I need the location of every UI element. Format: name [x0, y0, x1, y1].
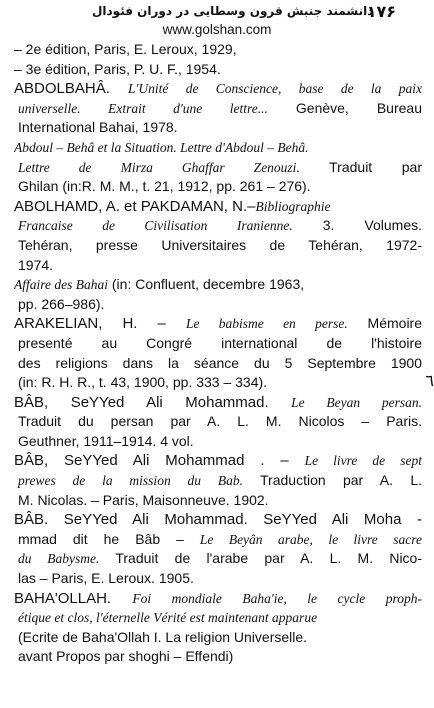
entry-author: ABOLHAMD, A. et PAKDAMAN, N.– [14, 197, 256, 215]
bibliography-line [14, 197, 422, 217]
italic-title-text: Le Beyan persan. [291, 394, 422, 410]
italic-title-text: Affaire des Bahai [14, 277, 108, 293]
entry-text: Tehéran, presse Universitaires de Tehéran, 1972- [18, 236, 422, 253]
entry-text: des religions dans la séance du 5 Septembre 1900 [18, 354, 422, 371]
running-title: دانشمند جنبش قرون وسطایی در دوران فئودال [92, 4, 374, 18]
entry-text: Ghilan (in:R. M. M., t. 21, 1912, pp. 261 – 276). [18, 178, 311, 195]
italic-title-text: étique et clos, l'éternelle Vérité est maintenant apparue [18, 610, 318, 626]
bibliography-line [14, 275, 422, 295]
bibliography-line [14, 138, 422, 158]
bibliography-line [14, 158, 422, 178]
entry-text: Traduit par [299, 158, 422, 175]
entry-author: BÂB, SeYYed Ali Mohammad. [14, 393, 292, 411]
entry-text: Mémoire [347, 315, 422, 332]
bibliography-line [14, 314, 422, 334]
entry-text: M. Nicolas. – Paris, Maisonneuve. 1902. [18, 491, 269, 508]
entry-text: pp. 266–986). [18, 295, 105, 312]
italic-title-text: Le Beyân arabe, le livre sacre [199, 531, 422, 547]
italic-title-text: L'Unité de Conscience, base de la paix [128, 81, 422, 97]
entry-text: 3. Volumes. [292, 217, 422, 234]
entry-text: Genève, Bureau [267, 99, 422, 116]
italic-title-text: prewes de la mission du Bab. [18, 473, 243, 489]
entry-text: – 3e édition, Paris, P. U. F., 1954. [14, 60, 221, 77]
italic-title-text: Bibliographie [255, 198, 331, 214]
entry-text: International Bahai, 1978. [18, 119, 178, 136]
italic-title-text: Foi mondiale Baha'ie, le cycle proph- [132, 590, 422, 606]
entry-text: (in: Confluent, decembre 1963, [108, 276, 305, 293]
entry-text: Geuthner, 1911–1914. 4 vol. [18, 432, 194, 449]
italic-title-text: Francaise de Civilisation Iranienne. [18, 218, 293, 234]
italic-title-text: universelle. Extrait d'une lettre... [18, 100, 268, 116]
entry-text: mmad dit he Bâb – [18, 530, 200, 547]
bibliography-line [14, 491, 422, 511]
entry-text: avant Propos par shoghi – Effendi) [18, 648, 234, 665]
bibliography-line [14, 60, 422, 80]
italic-title-text: Le babisme en perse. [185, 316, 348, 332]
bibliography-line [14, 40, 422, 60]
website-url: www.golshan.com [162, 22, 272, 37]
entry-author: BÂB, SeYYed Ali Mohammad . – [14, 452, 305, 470]
bibliography-line [14, 530, 422, 550]
bibliography-line [14, 510, 422, 530]
bibliography-line [14, 549, 422, 569]
bibliography-line [14, 79, 422, 99]
entry-text: – 2e édition, Paris, E. Leroux, 1929, [14, 41, 237, 57]
entry-text: (in: R. H. R., t. 43, 1900, pp. 333 – 334). [18, 374, 268, 391]
bibliography-line [14, 256, 422, 276]
entry-text: (Ecrite de Baha'Ollah I. La religion Universelle. [18, 628, 308, 645]
italic-title-text: Abdoul – Behâ et la Situation. Lettre d'Abdoul – Behâ. [14, 139, 309, 155]
bibliography-line [14, 393, 422, 413]
italic-title-text: du Babysme. [18, 551, 100, 567]
bibliography-line [14, 589, 422, 609]
bibliography-line [14, 236, 422, 256]
bibliography-line [14, 216, 422, 236]
bibliography-line [14, 451, 422, 471]
entry-author: BÂB. SeYYed Ali Mohammad. SeYYed Ali Moha - [14, 511, 422, 529]
bibliography-line [14, 412, 422, 432]
bibliography-line [14, 432, 422, 452]
bibliography-line [14, 99, 422, 119]
entry-text: 1974. [18, 256, 54, 273]
margin-note-mark: ٦ [425, 371, 434, 390]
bibliography-line [14, 647, 422, 667]
page-header [0, 2, 434, 20]
entry-text: Traduction par A. L. [242, 472, 422, 489]
entry-text: las – Paris, E. Leroux. 1905. [18, 570, 194, 587]
entry-text: Traduit de l'arabe par A. L. M. Nico- [99, 550, 422, 567]
bibliography-line [14, 628, 422, 648]
bibliography-line [14, 354, 422, 374]
entry-text: presenté au Congré international de l'histoire [18, 334, 422, 351]
bibliography-line [14, 373, 422, 393]
bibliography-line [14, 334, 422, 354]
italic-title-text: Lettre de Mirza Ghaffar Zenouzi. [18, 159, 300, 175]
italic-title-text: Le livre de sept [304, 453, 422, 469]
bibliography-line [14, 471, 422, 491]
bibliography-line [14, 569, 422, 589]
entry-author: BAHA'OLLAH. [14, 589, 133, 607]
bibliography-body [14, 40, 422, 667]
entry-author: ARAKELIAN, H. – [14, 315, 186, 333]
entry-text: Traduit du persan par A. L. M. Nicolos – Paris. [18, 413, 422, 430]
page-number: ۱۷۶ [366, 2, 396, 21]
bibliography-line [14, 295, 422, 315]
bibliography-line [14, 177, 422, 197]
bibliography-line [14, 118, 422, 138]
entry-author: ABDOLBAHÂ. [14, 80, 128, 98]
bibliography-line [14, 608, 422, 628]
